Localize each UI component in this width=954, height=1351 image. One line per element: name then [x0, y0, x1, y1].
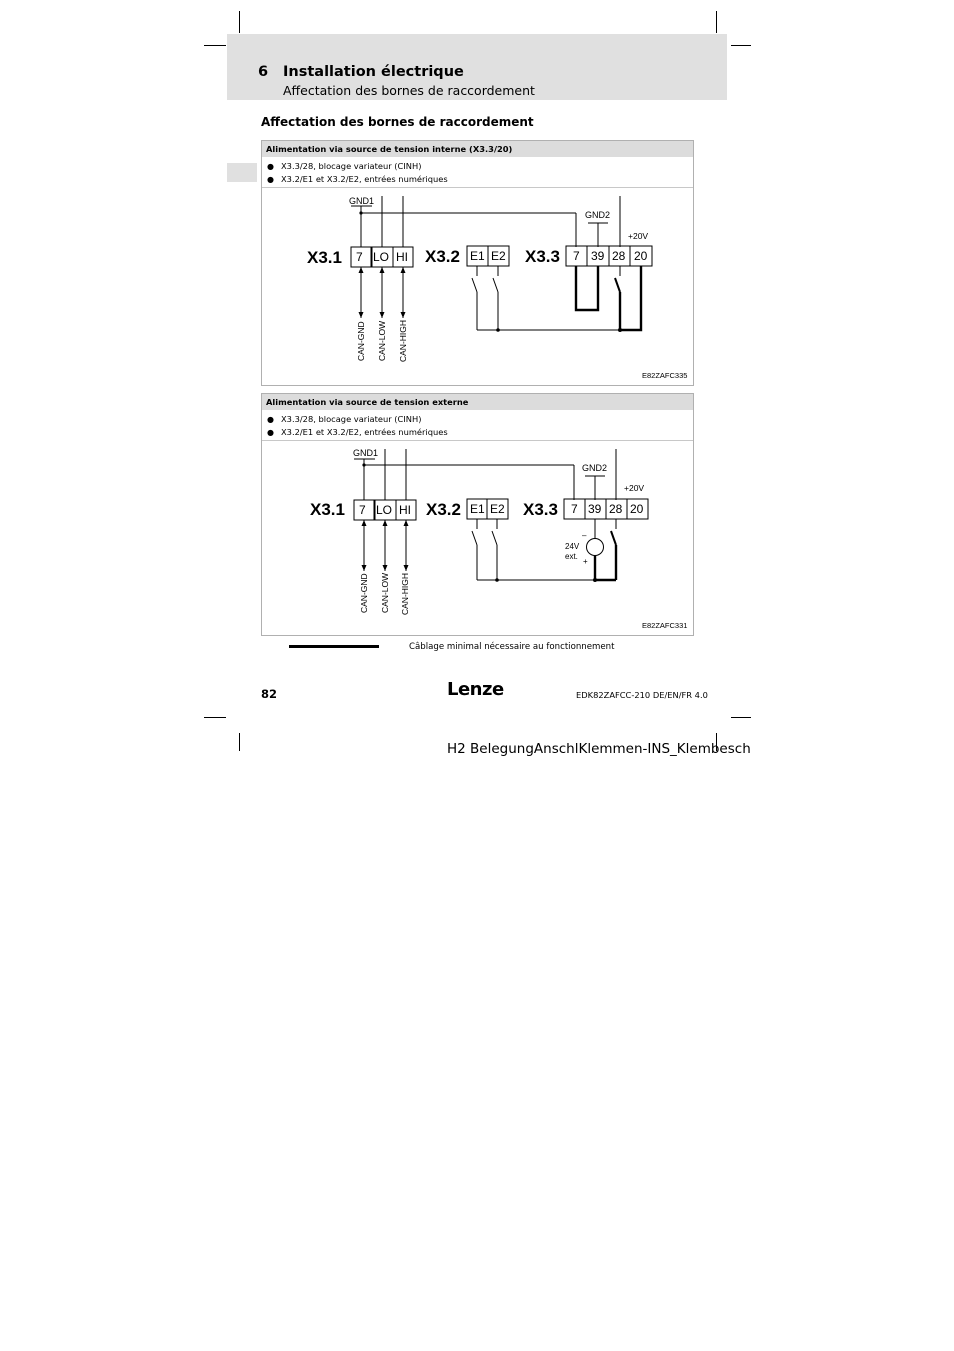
panel-internal-supply — [261, 140, 694, 386]
list-item-text: X3.3/28, blocage variateur (CINH) — [281, 161, 422, 171]
document-reference: EDK82ZAFCC-210 DE/EN/FR 4.0 — [576, 690, 708, 700]
crop-mark — [239, 11, 240, 33]
x32-label: X3.2 — [426, 500, 461, 519]
x31-label: X3.1 — [310, 500, 345, 519]
chapter-title: Installation électrique — [283, 64, 464, 80]
x33-label: X3.3 — [523, 500, 558, 519]
terminal-hi: HI — [399, 503, 411, 517]
list-item: ● X3.2/E1 et X3.2/E2, entrées numériques — [267, 427, 448, 437]
terminal-e2: E2 — [490, 502, 505, 516]
list-item: ● X3.3/28, blocage variateur (CINH) — [267, 414, 422, 424]
chapter-subtitle: Affectation des bornes de raccordement — [283, 83, 535, 98]
wiring-svg — [262, 441, 693, 637]
minus-label: – — [582, 531, 587, 540]
gnd1-label: GND1 — [349, 196, 375, 206]
list-item-text: X3.3/28, blocage variateur (CINH) — [281, 414, 422, 424]
figure-code: E82ZAFC331 — [642, 621, 688, 630]
terminal-lo: LO — [376, 503, 393, 517]
file-name: H2 BelegungAnschlKlemmen-INS_Klembesch — [447, 741, 751, 757]
wiring-svg — [262, 188, 693, 388]
can-gnd-label: CAN-GND — [359, 573, 369, 613]
terminal-7: 7 — [573, 249, 580, 263]
x31-label: X3.1 — [307, 248, 342, 267]
list-item-text: X3.2/E1 et X3.2/E2, entrées numériques — [281, 174, 448, 184]
list-item-text: X3.2/E1 et X3.2/E2, entrées numériques — [281, 427, 448, 437]
terminal-28: 28 — [609, 502, 623, 516]
legend-line — [289, 645, 379, 648]
crop-mark — [731, 717, 751, 718]
terminal-28: 28 — [612, 249, 626, 263]
can-gnd-label: CAN-GND — [356, 321, 366, 361]
ext-voltage-label: 24V — [565, 542, 580, 551]
lenze-logo: Lenze — [447, 679, 504, 700]
plus-label: + — [583, 557, 588, 566]
crop-mark — [239, 733, 240, 751]
panel-external-supply — [261, 393, 694, 636]
figure-code: E82ZAFC335 — [642, 371, 688, 380]
list-item: ● X3.3/28, blocage variateur (CINH) — [267, 161, 422, 171]
crop-mark — [716, 11, 717, 33]
crop-mark — [204, 717, 226, 718]
panel-title: Alimentation via source de tension interne (X3.3/20) — [262, 141, 693, 157]
section-title: Affectation des bornes de raccordement — [261, 115, 534, 129]
terminal-7: 7 — [571, 502, 578, 516]
terminal-hi: HI — [396, 250, 408, 264]
can-low-label: CAN-LOW — [380, 572, 390, 613]
legend-caption: Câblage minimal nécessaire au fonctionnement — [409, 642, 615, 652]
wiring-diagram-internal — [262, 188, 693, 382]
terminal-7: 7 — [359, 503, 366, 517]
terminal-39: 39 — [588, 502, 602, 516]
gnd2-label: GND2 — [585, 210, 611, 220]
bullet-list — [262, 157, 693, 188]
wiring-diagram-external — [262, 441, 693, 635]
crop-mark — [204, 45, 226, 46]
can-low-label: CAN-LOW — [377, 320, 387, 361]
x32-label: X3.2 — [425, 247, 460, 266]
terminal-e1: E1 — [470, 502, 485, 516]
list-item: ● X3.2/E1 et X3.2/E2, entrées numériques — [267, 174, 448, 184]
side-tab — [227, 163, 257, 182]
chapter-number: 6 — [258, 64, 269, 80]
gnd1-label: GND1 — [353, 448, 379, 458]
x33-label: X3.3 — [525, 247, 560, 266]
terminal-lo: LO — [373, 250, 390, 264]
ext-label: ext. — [565, 552, 578, 561]
can-high-label: CAN-HIGH — [400, 572, 410, 615]
gnd2-label: GND2 — [582, 463, 608, 473]
terminal-20: 20 — [630, 502, 644, 516]
bullet-list — [262, 410, 693, 441]
terminal-e1: E1 — [470, 249, 485, 263]
terminal-20: 20 — [634, 249, 648, 263]
page-number: 82 — [261, 687, 278, 701]
plus20v-label: +20V — [624, 483, 645, 493]
panel-title: Alimentation via source de tension externe — [262, 394, 693, 410]
can-high-label: CAN-HIGH — [398, 319, 408, 362]
terminal-39: 39 — [591, 249, 605, 263]
terminal-e2: E2 — [491, 249, 506, 263]
crop-mark — [731, 45, 751, 46]
terminal-7: 7 — [356, 250, 363, 264]
plus20v-label: +20V — [628, 231, 649, 241]
